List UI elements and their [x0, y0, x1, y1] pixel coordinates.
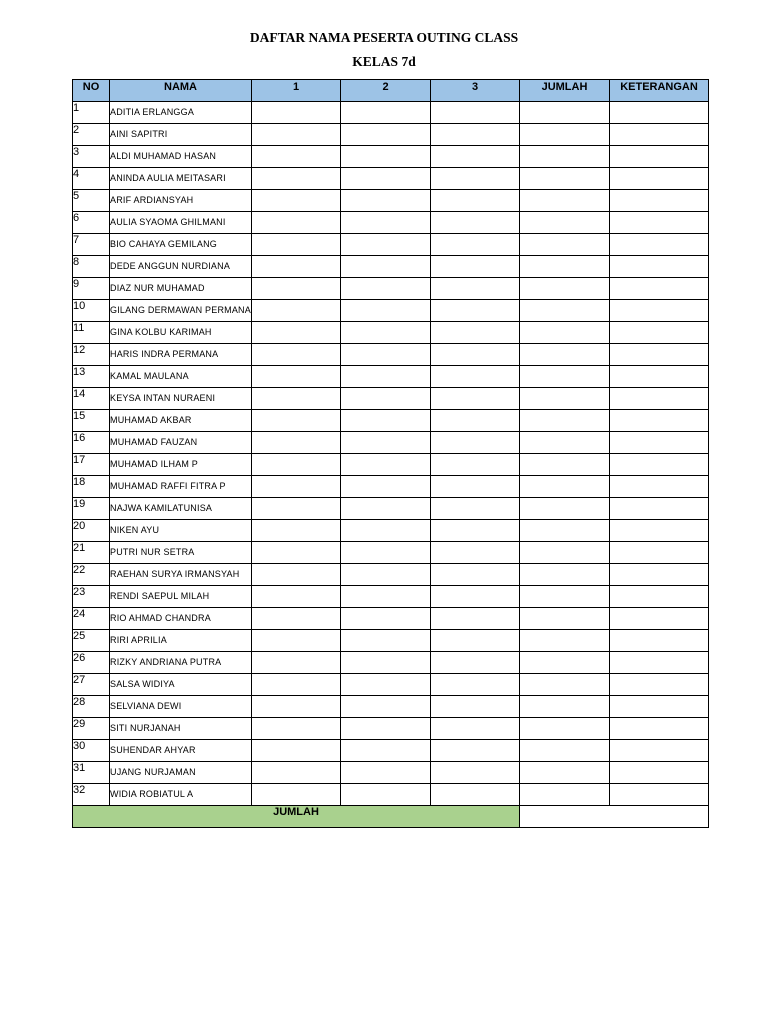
keterangan-cell	[610, 366, 709, 388]
table-row	[73, 432, 709, 454]
keterangan-cell	[610, 652, 709, 674]
session-3-cell	[431, 212, 520, 234]
session-1-cell	[252, 762, 341, 784]
table-row	[73, 102, 709, 124]
keterangan-cell	[610, 432, 709, 454]
keterangan-cell	[610, 718, 709, 740]
row-number: 14	[73, 388, 110, 410]
jumlah-cell	[520, 630, 610, 652]
session-2-cell	[341, 542, 431, 564]
session-1-cell	[252, 674, 341, 696]
participant-name: RAEHAN SURYA IRMANSYAH	[110, 564, 252, 586]
session-3-cell	[431, 674, 520, 696]
session-3-cell	[431, 718, 520, 740]
participant-name: RIRI APRILIA	[110, 630, 252, 652]
participant-name: SALSA WIDIYA	[110, 674, 252, 696]
jumlah-cell	[520, 322, 610, 344]
row-number: 16	[73, 432, 110, 454]
participant-name: ADITIA ERLANGGA	[110, 102, 252, 124]
session-2-cell	[341, 608, 431, 630]
table-row	[73, 542, 709, 564]
table-row	[73, 278, 709, 300]
jumlah-cell	[520, 762, 610, 784]
session-1-cell	[252, 608, 341, 630]
participant-name: MUHAMAD FAUZAN	[110, 432, 252, 454]
jumlah-cell	[520, 344, 610, 366]
session-3-cell	[431, 586, 520, 608]
session-2-cell	[341, 564, 431, 586]
participant-name: MUHAMAD AKBAR	[110, 410, 252, 432]
jumlah-cell	[520, 388, 610, 410]
participant-name: AINI SAPITRI	[110, 124, 252, 146]
table-row	[73, 344, 709, 366]
session-3-cell	[431, 278, 520, 300]
session-1-cell	[252, 344, 341, 366]
document-subtitle: KELAS 7d	[352, 54, 416, 69]
jumlah-cell	[520, 366, 610, 388]
session-3-cell	[431, 498, 520, 520]
header-nama: NAMA	[110, 80, 252, 102]
session-3-cell	[431, 102, 520, 124]
jumlah-cell	[520, 564, 610, 586]
jumlah-cell	[520, 212, 610, 234]
participant-name: RIO AHMAD CHANDRA	[110, 608, 252, 630]
session-3-cell	[431, 234, 520, 256]
keterangan-cell	[610, 410, 709, 432]
row-number: 20	[73, 520, 110, 542]
row-number: 3	[73, 146, 110, 168]
session-3-cell	[431, 454, 520, 476]
session-1-cell	[252, 256, 341, 278]
session-2-cell	[341, 630, 431, 652]
row-number: 22	[73, 564, 110, 586]
table-row	[73, 388, 709, 410]
session-1-cell	[252, 520, 341, 542]
row-number: 7	[73, 234, 110, 256]
session-2-cell	[341, 344, 431, 366]
table-row	[73, 124, 709, 146]
table-row	[73, 410, 709, 432]
session-3-cell	[431, 344, 520, 366]
header-session-2: 2	[341, 80, 431, 102]
session-1-cell	[252, 410, 341, 432]
session-2-cell	[341, 498, 431, 520]
session-3-cell	[431, 256, 520, 278]
session-3-cell	[431, 608, 520, 630]
participant-name: RIZKY ANDRIANA PUTRA	[110, 652, 252, 674]
table-row	[73, 212, 709, 234]
participant-name: SELVIANA DEWI	[110, 696, 252, 718]
jumlah-cell	[520, 410, 610, 432]
keterangan-cell	[610, 476, 709, 498]
session-1-cell	[252, 652, 341, 674]
jumlah-cell	[520, 608, 610, 630]
row-number: 12	[73, 344, 110, 366]
participant-name: NIKEN AYU	[110, 520, 252, 542]
participant-table	[72, 79, 709, 828]
header-session-3: 3	[431, 80, 520, 102]
table-row	[73, 322, 709, 344]
jumlah-cell	[520, 586, 610, 608]
session-3-cell	[431, 564, 520, 586]
table-row	[73, 718, 709, 740]
session-2-cell	[341, 476, 431, 498]
participant-name: BIO CAHAYA GEMILANG	[110, 234, 252, 256]
session-1-cell	[252, 740, 341, 762]
row-number: 31	[73, 762, 110, 784]
session-2-cell	[341, 190, 431, 212]
jumlah-cell	[520, 520, 610, 542]
session-1-cell	[252, 718, 341, 740]
participant-name: KEYSA INTAN NURAENI	[110, 388, 252, 410]
header-session-1: 1	[252, 80, 341, 102]
jumlah-cell	[520, 168, 610, 190]
keterangan-cell	[610, 190, 709, 212]
header-no: NO	[73, 80, 110, 102]
session-3-cell	[431, 410, 520, 432]
participant-name: HARIS INDRA PERMANA	[110, 344, 252, 366]
session-2-cell	[341, 696, 431, 718]
session-2-cell	[341, 256, 431, 278]
row-number: 15	[73, 410, 110, 432]
keterangan-cell	[610, 696, 709, 718]
table-row	[73, 476, 709, 498]
keterangan-cell	[610, 762, 709, 784]
participant-name: SUHENDAR AHYAR	[110, 740, 252, 762]
session-1-cell	[252, 498, 341, 520]
session-2-cell	[341, 520, 431, 542]
keterangan-cell	[610, 564, 709, 586]
session-2-cell	[341, 168, 431, 190]
table-body	[73, 102, 709, 806]
jumlah-cell	[520, 476, 610, 498]
participant-name: RENDI SAEPUL MILAH	[110, 586, 252, 608]
session-2-cell	[341, 300, 431, 322]
session-2-cell	[341, 102, 431, 124]
row-number: 26	[73, 652, 110, 674]
total-label: JUMLAH	[73, 806, 520, 828]
row-number: 29	[73, 718, 110, 740]
jumlah-cell	[520, 454, 610, 476]
row-number: 9	[73, 278, 110, 300]
participant-name: MUHAMAD RAFFI FITRA P	[110, 476, 252, 498]
keterangan-cell	[610, 212, 709, 234]
table-row	[73, 564, 709, 586]
table-row	[73, 652, 709, 674]
session-1-cell	[252, 696, 341, 718]
row-number: 24	[73, 608, 110, 630]
table-row	[73, 740, 709, 762]
session-1-cell	[252, 322, 341, 344]
table-row	[73, 520, 709, 542]
session-1-cell	[252, 454, 341, 476]
table-row	[73, 586, 709, 608]
total-row	[73, 806, 709, 828]
participant-name: MUHAMAD ILHAM P	[110, 454, 252, 476]
table-row	[73, 454, 709, 476]
row-number: 6	[73, 212, 110, 234]
participant-name: PUTRI NUR SETRA	[110, 542, 252, 564]
session-3-cell	[431, 190, 520, 212]
session-2-cell	[341, 652, 431, 674]
row-number: 27	[73, 674, 110, 696]
jumlah-cell	[520, 146, 610, 168]
participant-name: GINA KOLBU KARIMAH	[110, 322, 252, 344]
row-number: 8	[73, 256, 110, 278]
jumlah-cell	[520, 190, 610, 212]
session-2-cell	[341, 740, 431, 762]
row-number: 1	[73, 102, 110, 124]
table-row	[73, 762, 709, 784]
session-1-cell	[252, 586, 341, 608]
row-number: 5	[73, 190, 110, 212]
keterangan-cell	[610, 784, 709, 806]
session-2-cell	[341, 146, 431, 168]
session-3-cell	[431, 366, 520, 388]
header-keterangan: KETERANGAN	[610, 80, 709, 102]
keterangan-cell	[610, 630, 709, 652]
participant-name: NAJWA KAMILATUNISA	[110, 498, 252, 520]
row-number: 13	[73, 366, 110, 388]
session-2-cell	[341, 124, 431, 146]
session-1-cell	[252, 784, 341, 806]
session-1-cell	[252, 190, 341, 212]
jumlah-cell	[520, 740, 610, 762]
session-1-cell	[252, 234, 341, 256]
row-number: 25	[73, 630, 110, 652]
session-1-cell	[252, 146, 341, 168]
keterangan-cell	[610, 300, 709, 322]
jumlah-cell	[520, 432, 610, 454]
keterangan-cell	[610, 388, 709, 410]
participant-name: SITI NURJANAH	[110, 718, 252, 740]
session-3-cell	[431, 652, 520, 674]
session-2-cell	[341, 762, 431, 784]
jumlah-cell	[520, 278, 610, 300]
keterangan-cell	[610, 454, 709, 476]
session-2-cell	[341, 212, 431, 234]
table-row	[73, 146, 709, 168]
table-row	[73, 674, 709, 696]
session-3-cell	[431, 432, 520, 454]
keterangan-cell	[610, 498, 709, 520]
keterangan-cell	[610, 102, 709, 124]
session-1-cell	[252, 564, 341, 586]
participant-name: KAMAL MAULANA	[110, 366, 252, 388]
participant-name: GILANG DERMAWAN PERMANA	[110, 300, 252, 322]
keterangan-cell	[610, 740, 709, 762]
keterangan-cell	[610, 322, 709, 344]
keterangan-cell	[610, 542, 709, 564]
session-2-cell	[341, 432, 431, 454]
row-number: 11	[73, 322, 110, 344]
table-row	[73, 168, 709, 190]
session-2-cell	[341, 234, 431, 256]
session-3-cell	[431, 300, 520, 322]
keterangan-cell	[610, 586, 709, 608]
row-number: 23	[73, 586, 110, 608]
table-row	[73, 608, 709, 630]
session-3-cell	[431, 630, 520, 652]
table-row	[73, 498, 709, 520]
session-3-cell	[431, 388, 520, 410]
keterangan-cell	[610, 608, 709, 630]
jumlah-cell	[520, 234, 610, 256]
session-2-cell	[341, 322, 431, 344]
session-2-cell	[341, 366, 431, 388]
session-2-cell	[341, 388, 431, 410]
keterangan-cell	[610, 234, 709, 256]
participant-name: ARIF ARDIANSYAH	[110, 190, 252, 212]
participant-name: AULIA SYAOMA GHILMANI	[110, 212, 252, 234]
session-3-cell	[431, 124, 520, 146]
participant-name: ALDI MUHAMAD HASAN	[110, 146, 252, 168]
session-2-cell	[341, 454, 431, 476]
session-1-cell	[252, 278, 341, 300]
document-title: DAFTAR NAMA PESERTA OUTING CLASS	[249, 30, 519, 45]
session-3-cell	[431, 146, 520, 168]
table-row	[73, 234, 709, 256]
participant-name: DEDE ANGGUN NURDIANA	[110, 256, 252, 278]
session-1-cell	[252, 388, 341, 410]
session-2-cell	[341, 718, 431, 740]
session-3-cell	[431, 542, 520, 564]
jumlah-cell	[520, 256, 610, 278]
jumlah-cell	[520, 498, 610, 520]
session-1-cell	[252, 476, 341, 498]
table-row	[73, 784, 709, 806]
table-row	[73, 630, 709, 652]
jumlah-cell	[520, 102, 610, 124]
session-2-cell	[341, 674, 431, 696]
session-1-cell	[252, 300, 341, 322]
row-number: 19	[73, 498, 110, 520]
table-header-row	[73, 80, 709, 102]
jumlah-cell	[520, 300, 610, 322]
row-number: 2	[73, 124, 110, 146]
session-3-cell	[431, 476, 520, 498]
row-number: 18	[73, 476, 110, 498]
row-number: 30	[73, 740, 110, 762]
table-row	[73, 366, 709, 388]
keterangan-cell	[610, 146, 709, 168]
session-1-cell	[252, 124, 341, 146]
row-number: 28	[73, 696, 110, 718]
row-number: 21	[73, 542, 110, 564]
keterangan-cell	[610, 520, 709, 542]
participant-name: ANINDA AULIA MEITASARI	[110, 168, 252, 190]
session-1-cell	[252, 432, 341, 454]
jumlah-cell	[520, 674, 610, 696]
session-1-cell	[252, 212, 341, 234]
jumlah-cell	[520, 542, 610, 564]
session-3-cell	[431, 322, 520, 344]
participant-name: DIAZ NUR MUHAMAD	[110, 278, 252, 300]
jumlah-cell	[520, 718, 610, 740]
session-1-cell	[252, 366, 341, 388]
participant-name: WIDIA ROBIATUL A	[110, 784, 252, 806]
row-number: 10	[73, 300, 110, 322]
jumlah-cell	[520, 652, 610, 674]
session-2-cell	[341, 278, 431, 300]
session-2-cell	[341, 586, 431, 608]
row-number: 32	[73, 784, 110, 806]
table-row	[73, 256, 709, 278]
total-value-cell	[520, 806, 709, 828]
session-3-cell	[431, 168, 520, 190]
keterangan-cell	[610, 278, 709, 300]
keterangan-cell	[610, 124, 709, 146]
session-2-cell	[341, 410, 431, 432]
keterangan-cell	[610, 168, 709, 190]
keterangan-cell	[610, 674, 709, 696]
session-1-cell	[252, 102, 341, 124]
session-3-cell	[431, 520, 520, 542]
row-number: 17	[73, 454, 110, 476]
session-2-cell	[341, 784, 431, 806]
session-1-cell	[252, 542, 341, 564]
header-jumlah: JUMLAH	[520, 80, 610, 102]
keterangan-cell	[610, 344, 709, 366]
session-1-cell	[252, 630, 341, 652]
session-1-cell	[252, 168, 341, 190]
table-row	[73, 300, 709, 322]
table-row	[73, 696, 709, 718]
session-3-cell	[431, 762, 520, 784]
keterangan-cell	[610, 256, 709, 278]
jumlah-cell	[520, 696, 610, 718]
row-number: 4	[73, 168, 110, 190]
session-3-cell	[431, 740, 520, 762]
session-3-cell	[431, 696, 520, 718]
table-row	[73, 190, 709, 212]
jumlah-cell	[520, 784, 610, 806]
session-3-cell	[431, 784, 520, 806]
jumlah-cell	[520, 124, 610, 146]
participant-name: UJANG NURJAMAN	[110, 762, 252, 784]
